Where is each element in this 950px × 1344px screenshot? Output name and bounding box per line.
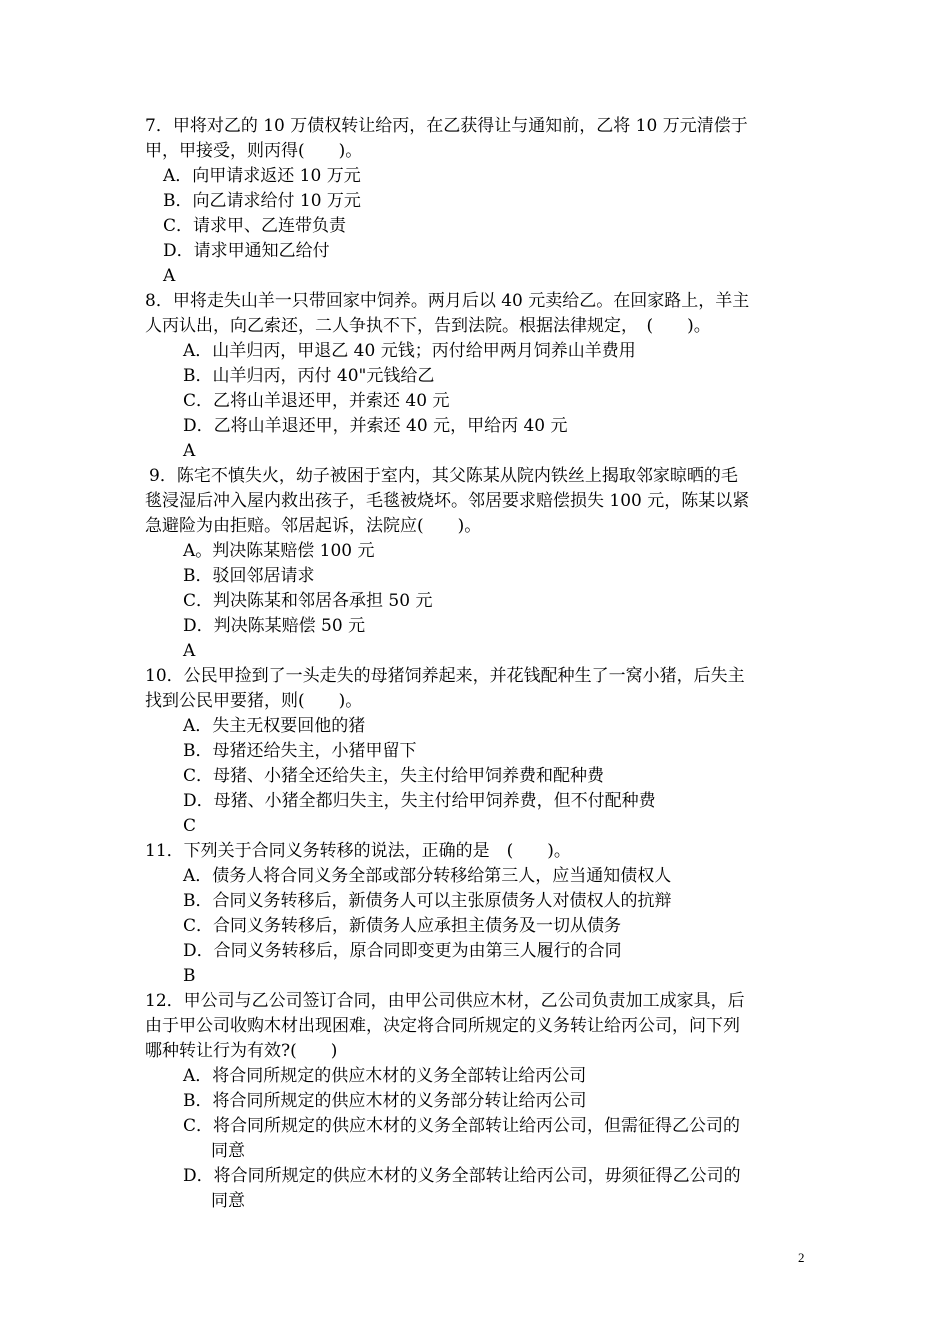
question-9-option-d: D．判决陈某赔偿 50 元	[183, 616, 366, 636]
question-9-option-b: B．驳回邻居请求	[183, 566, 315, 586]
question-12-option-d: D．将合同所规定的供应木材的义务全部转让给丙公司，毋须征得乙公司的	[183, 1166, 741, 1186]
question-12-option-b: B．将合同所规定的供应木材的义务部分转让给丙公司	[183, 1091, 587, 1111]
page-number: 2	[798, 1250, 805, 1265]
question-12-option-c-continued: 同意	[211, 1141, 245, 1161]
question-10-option-b: B．母猪还给失主，小猪甲留下	[183, 741, 417, 761]
question-11-option-b: B．合同义务转移后，新债务人可以主张原债务人对债权人的抗辩	[183, 891, 672, 911]
question-7-stem-line-1: 7．甲将对乙的 10 万债权转让给丙，在乙获得让与通知前，乙将 10 万元清偿于	[145, 116, 748, 136]
question-11-option-d: D．合同义务转移后，原合同即变更为由第三人履行的合同	[183, 941, 622, 961]
question-9-option-a: A。判决陈某赔偿 100 元	[183, 541, 375, 561]
question-9-stem-line-2: 毯浸湿后冲入屋内救出孩子，毛毯被烧坏。邻居要求赔偿损失 100 元，陈某以紧	[145, 491, 750, 511]
question-7-option-d: D．请求甲通知乙给付	[163, 241, 330, 261]
question-7-option-c: C．请求甲、乙连带负责	[163, 216, 347, 236]
question-10-option-d: D．母猪、小猪全都归失主，失主付给甲饲养费，但不付配种费	[183, 791, 656, 811]
question-8-option-d: D．乙将山羊退还甲，并索还 40 元，甲给丙 40 元	[183, 416, 568, 436]
question-9-answer: A	[183, 641, 196, 661]
question-10-stem-line-2: 找到公民甲要猪，则( )。	[145, 691, 363, 711]
question-8-option-a: A．山羊归丙，甲退乙 40 元钱；丙付给甲两月饲养山羊费用	[183, 341, 636, 361]
question-8-stem-line-2: 人丙认出，向乙索还，二人争执不下，告到法院。根据法律规定， ( )。	[145, 316, 711, 336]
question-7-option-a: A．向甲请求返还 10 万元	[163, 166, 361, 186]
question-9-stem-line-3: 急避险为由拒赔。邻居起诉，法院应( )。	[145, 516, 482, 536]
question-9-option-c: C．判决陈某和邻居各承担 50 元	[183, 591, 433, 611]
question-12-option-c: C．将合同所规定的供应木材的义务全部转让给丙公司，但需征得乙公司的	[183, 1116, 741, 1136]
question-10-stem-line-1: 10．公民甲捡到了一头走失的母猪饲养起来，并花钱配种生了一窝小猪，后失主	[145, 666, 745, 686]
question-12-option-d-continued: 同意	[211, 1191, 245, 1211]
question-11-option-c: C．合同义务转移后，新债务人应承担主债务及一切从债务	[183, 916, 622, 936]
question-7-stem-line-2: 甲，甲接受，则丙得( )。	[145, 141, 363, 161]
question-7-answer: A	[163, 266, 176, 286]
question-7-option-b: B．向乙请求给付 10 万元	[163, 191, 361, 211]
question-10-answer: C	[183, 816, 197, 836]
question-8-option-c: C．乙将山羊退还甲，并索还 40 元	[183, 391, 450, 411]
question-8-option-b: B．山羊归丙，丙付 40"元钱给乙	[183, 366, 435, 386]
question-12-option-a: A．将合同所规定的供应木材的义务全部转让给丙公司	[183, 1066, 587, 1086]
question-10-option-a: A．失主无权要回他的猪	[183, 716, 366, 736]
question-9-stem-line-1: 9．陈宅不慎失火，幼子被困于室内，其父陈某从院内铁丝上揭取邻家晾晒的毛	[149, 466, 738, 486]
question-8-answer: A	[183, 441, 196, 461]
question-12-stem-line-3: 哪种转让行为有效?( )	[145, 1041, 338, 1061]
question-12-stem-line-1: 12．甲公司与乙公司签订合同，由甲公司供应木材，乙公司负责加工成家具，后	[145, 991, 745, 1011]
question-11-stem-line-1: 11．下列关于合同义务转移的说法，正确的是 ( )。	[145, 841, 571, 861]
question-11-option-a: A．债务人将合同义务全部或部分转移给第三人，应当通知债权人	[183, 866, 672, 886]
question-11-answer: B	[183, 966, 196, 986]
question-10-option-c: C．母猪、小猪全还给失主，失主付给甲饲养费和配种费	[183, 766, 605, 786]
question-8-stem-line-1: 8．甲将走失山羊一只带回家中饲养。两月后以 40 元卖给乙。在回家路上，羊主	[145, 291, 750, 311]
question-12-stem-line-2: 由于甲公司收购木材出现困难，决定将合同所规定的义务转让给丙公司，问下列	[145, 1016, 740, 1036]
